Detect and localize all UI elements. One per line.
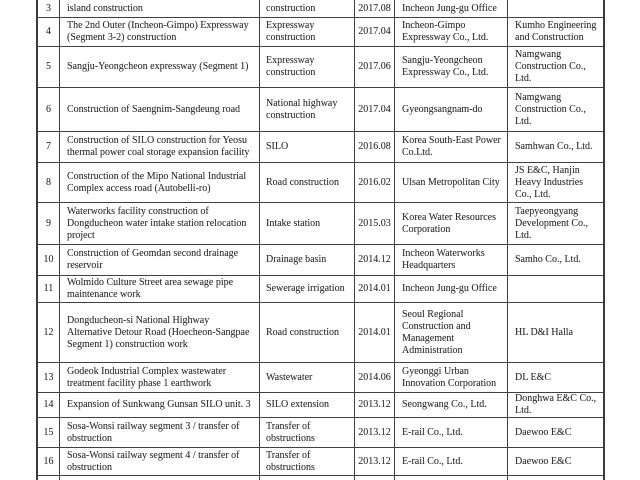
contractor-name: HL D&I Halla (515, 326, 573, 338)
contractor-name: Daewoo E&C (515, 426, 572, 438)
contractor-name (508, 0, 603, 17)
table-row (38, 132, 603, 163)
table-row (38, 393, 603, 418)
project-date: 2017.04 (355, 88, 395, 131)
project-name: Construction of Saengnim-Sangdeung road (60, 88, 260, 131)
project-date: 2014.12 (355, 245, 395, 275)
project-name: Expansion of Sunkwang Gunsan SILO unit. 3 (60, 393, 260, 417)
client-name: Seongwang Co., Ltd. (395, 393, 508, 417)
project-date: 2014.01 (355, 276, 395, 302)
project-date: 2013.12 (355, 393, 395, 417)
project-type: Transfer of obstructions (260, 448, 355, 475)
project-type: Drainage basin (260, 245, 355, 275)
client-name: Incheon Jung-gu Office (395, 276, 508, 302)
table-row (38, 18, 603, 47)
contractor-name (508, 276, 603, 302)
project-type: Transfer of obstructions (260, 418, 355, 447)
project-type: Expressway construction (260, 18, 355, 46)
project-date: 2014.01 (355, 303, 395, 362)
table-row (38, 88, 603, 132)
client-name: Incheon-Gimpo Expressway Co., Ltd. (395, 18, 508, 46)
table-row (38, 448, 603, 476)
project-name: The 2nd Outer (Incheon-Gimpo) Expressway (Segment 3-2) construction (60, 18, 260, 46)
project-name: Construction of the Mipo National Industrial Complex access road (Autobelli-ro) (60, 163, 260, 202)
project-date: 2016.08 (355, 132, 395, 162)
table-row (38, 418, 603, 448)
project-date: 2013.12 (355, 418, 395, 447)
contractor-name: Namgwang Construction Co., Ltd. (515, 49, 586, 84)
table-row (38, 47, 603, 88)
project-date: 2013.12 (355, 448, 395, 475)
project-name: Sosa-Wonsi railway segment 4 / transfer of obstruction (60, 448, 260, 475)
project-date (355, 476, 395, 480)
contractor-name: Donghwa E&C Co., Ltd. (515, 393, 597, 416)
project-type (260, 476, 355, 480)
project-date: 2016.02 (355, 163, 395, 202)
row-number: 16 (38, 448, 60, 475)
client-name (395, 476, 508, 480)
contractor-name: JS E&C, Hanjin Heavy Industries Co., Ltd. (515, 164, 584, 200)
project-type: Road construction (260, 303, 355, 362)
client-name: Incheon Jung-gu Office (395, 0, 508, 17)
project-name: Wolmido Culture Street area sewage pipe maintenance work (60, 276, 260, 302)
row-number: 13 (38, 363, 60, 392)
table-row (38, 203, 603, 245)
project-name: Sosa-Wonsi railway segment 3 / transfer of obstruction (60, 418, 260, 447)
project-name: Construction of Geomdan second drainage reservoir (60, 245, 260, 275)
client-name: Seoul Regional Construction and Management Administration (395, 303, 508, 362)
contractor-name: Samho Co., Ltd. (515, 254, 581, 265)
project-date: 2017.08 (355, 0, 395, 17)
row-number: 11 (38, 276, 60, 302)
project-type: Wastewater (260, 363, 355, 392)
client-name: Sangju-Yeongcheon Expressway Co., Ltd. (395, 47, 508, 87)
project-type: Expressway construction (260, 47, 355, 87)
project-date: 2017.04 (355, 18, 395, 46)
project-type: Intake station (260, 203, 355, 244)
project-name: Construction of SILO construction for Yeosu thermal power coal storage expansion facility (60, 132, 260, 162)
project-date: 2017.06 (355, 47, 395, 87)
client-name: Incheon Waterworks Headquarters (395, 245, 508, 275)
client-name: E-rail Co., Ltd. (395, 418, 508, 447)
row-number: 14 (38, 393, 60, 417)
table-row (38, 163, 603, 203)
row-number: 3 (38, 0, 60, 17)
row-number: 10 (38, 245, 60, 275)
contractor-name: Kumho Engineering and Construction (515, 20, 597, 43)
client-name: Korea South-East Power Co.Ltd. (395, 132, 508, 162)
project-name: island construction (60, 0, 260, 17)
table-row (38, 0, 603, 18)
project-name: Godeok Industrial Complex wastewater treatment facility phase 1 earthwork (60, 363, 260, 392)
row-number: 8 (38, 163, 60, 202)
project-type: construction (260, 0, 355, 17)
contractor-name (508, 476, 603, 480)
project-type: Sewerage irrigation (260, 276, 355, 302)
client-name: E-rail Co., Ltd. (395, 448, 508, 475)
contractor-name: Namgwang Construction Co., Ltd. (515, 91, 586, 127)
project-name (60, 476, 260, 480)
row-number: 4 (38, 18, 60, 46)
row-number: 6 (38, 88, 60, 131)
project-type: Road construction (260, 163, 355, 202)
contractor-name: Taepyeongyang Development Co., Ltd. (515, 205, 589, 241)
row-number: 7 (38, 132, 60, 162)
table-row (38, 245, 603, 276)
table-row (38, 363, 603, 393)
row-number (38, 476, 60, 480)
table-row (38, 303, 603, 363)
project-type: SILO (260, 132, 355, 162)
client-name: Korea Water Resources Corporation (395, 203, 508, 244)
project-name: Sangju-Yeongcheon expressway (Segment 1) (60, 47, 260, 87)
project-type: National highway construction (260, 88, 355, 131)
row-number: 5 (38, 47, 60, 87)
row-number: 15 (38, 418, 60, 447)
project-name: Dongducheon-si National Highway Alternative Detour Road (Hoecheon-Sangpae Segment 1) construction work (60, 303, 260, 362)
client-name: Gyeongsangnam-do (395, 88, 508, 131)
contractor-name: Daewoo E&C (515, 455, 572, 467)
project-date: 2015.03 (355, 203, 395, 244)
project-type: SILO extension (260, 393, 355, 417)
table-row (38, 276, 603, 303)
contractor-name: Samhwan Co., Ltd. (515, 141, 593, 152)
project-date: 2014.06 (355, 363, 395, 392)
row-number: 12 (38, 303, 60, 362)
projects-table (36, 0, 605, 480)
row-number: 9 (38, 203, 60, 244)
contractor-name: DL E&C (515, 371, 552, 383)
client-name: Gyeonggi Urban Innovation Corporation (395, 363, 508, 392)
client-name: Ulsan Metropolitan City (395, 163, 508, 202)
table-row (38, 476, 603, 480)
project-name: Waterworks facility construction of Dongducheon water intake station relocation project (60, 203, 260, 244)
